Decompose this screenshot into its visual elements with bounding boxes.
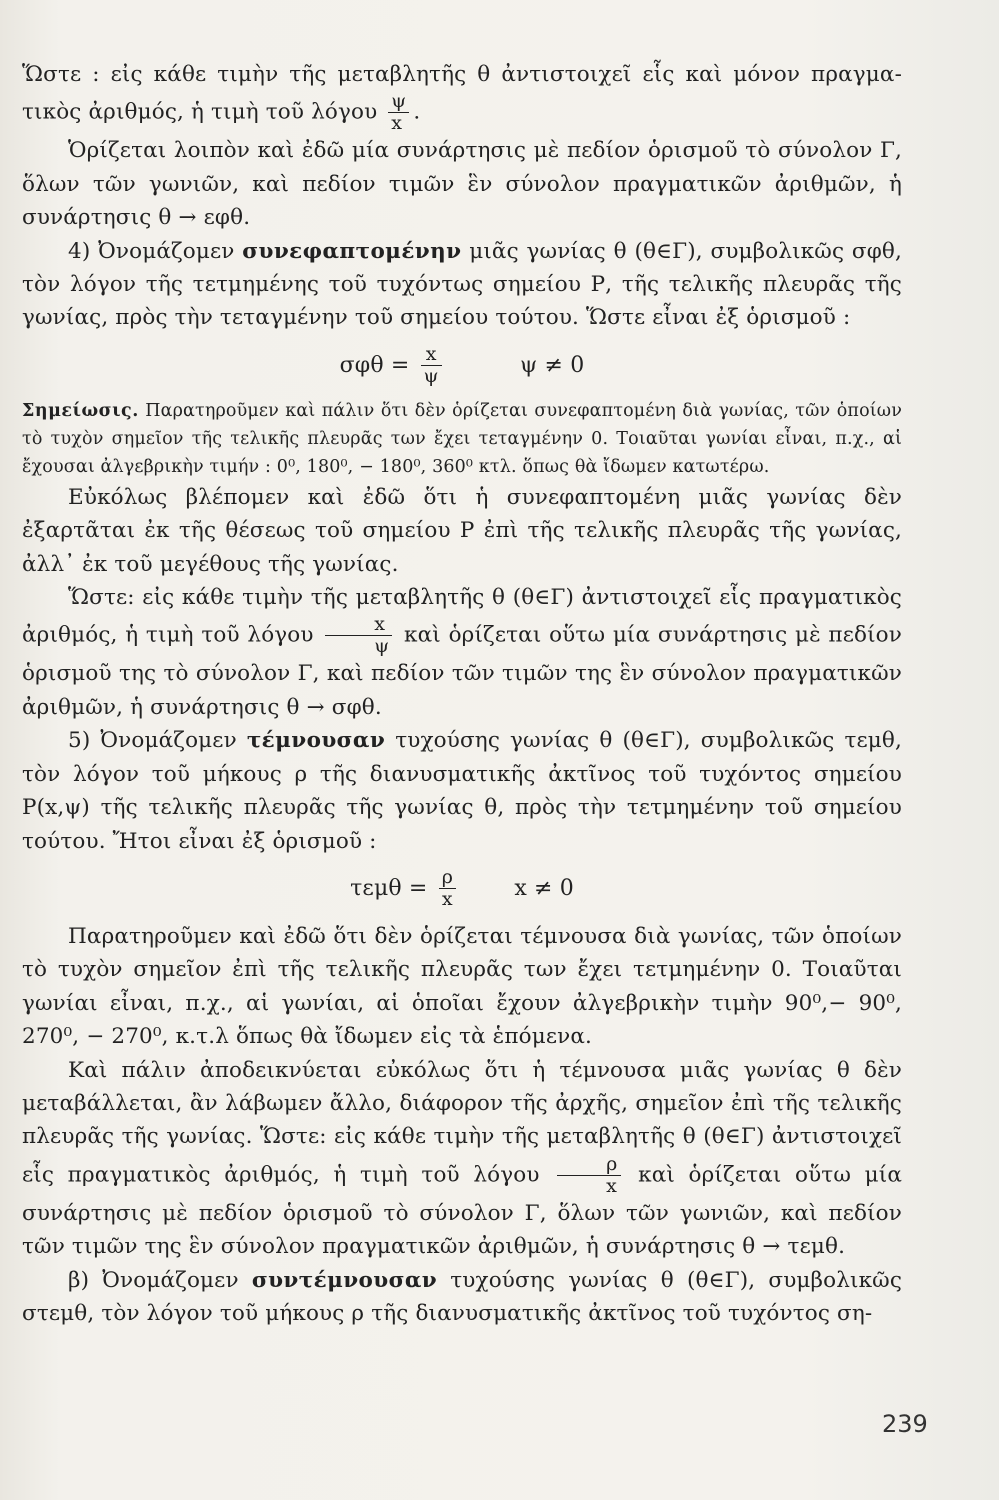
text-run: καὶ ὁρίζεται οὕτω μία συνάρτησις μὲ πεδίον ὁρισμοῦ της τὸ σύνολον Γ, καὶ πεδίον τῶν τιμῶν της ἓν σύνολον πραγματικῶν ἀριθμῶν, ἡ συνάρτησις θ → σφθ. — [22, 622, 902, 720]
fraction-numerator: ρ — [557, 1154, 620, 1176]
fraction-numerator: x — [325, 614, 392, 636]
defined-term: τέμνουσαν — [246, 728, 386, 754]
paragraph — [22, 581, 902, 724]
fraction-numerator: x — [421, 344, 442, 366]
paragraph — [22, 724, 902, 858]
fraction-numerator: ρ — [439, 867, 456, 889]
paragraph — [22, 235, 902, 335]
fraction-denominator: x — [441, 888, 453, 911]
paragraph: Εὐκόλως βλέπομεν καὶ ἐδῶ ὅτι ἡ συνεφαπτομένη μιᾶς γωνίας δὲν ἐξαρτᾶται ἐκ τῆς θέσεως τοῦ σημείου Ρ ἐπὶ τῆς τελικῆς πλευρᾶς τῆς γωνίας, ἀλλ᾽ ἐκ τοῦ μεγέθους τῆς γωνίας. — [22, 484, 902, 577]
note-text: Παρατηροῦμεν καὶ πάλιν ὅτι δὲν ὁρίζεται συνεφαπτομένη διὰ γωνίας, τῶν ὁποίων τὸ τυχὸν σημεῖον τῆς τελικῆς πλευρᾶς των ἔχει τεταγμένην 0. Τοιαῦται γωνίαι εἶναι, π.χ., αἱ ἔχουσαι ἀλγεβρικὴν τιμήν : 0⁰, 180⁰, − 180⁰, 360⁰ κτλ. ὅπως θὰ ἴδωμεν κατωτέρω. — [22, 400, 902, 477]
defined-term: συντέμνουσαν — [251, 1267, 438, 1293]
text-run: β) Ὀνομάζομεν — [68, 1267, 239, 1293]
text-run: καὶ ὁρίζεται οὕτω μία συνάρτησις μὲ πεδίον ὁρισμοῦ τὸ σύνολον Γ, ὅλων τῶν γωνιῶν, καὶ πεδίον τῶν τιμῶν της ἓν σύνολον πραγματικῶν ἀριθμῶν, ἡ συνάρτησις θ → τεμθ. — [22, 1162, 903, 1260]
fraction — [421, 344, 442, 387]
paragraph — [22, 1264, 902, 1331]
equation-lhs: τεμθ = — [350, 875, 428, 901]
text-run: Ὥστε: εἰς κάθε τιμὴν τῆς μεταβλητῆς θ (θ∈Γ) ἀντιστοιχεῖ εἷς πραγματικὸς ἀριθμός, ἡ τιμὴ τοῦ λόγου — [22, 585, 902, 648]
paragraph — [22, 1054, 902, 1264]
fraction-denominator: x — [606, 1174, 618, 1197]
equation-lhs: σφθ = — [339, 352, 410, 378]
fraction — [439, 867, 456, 910]
fraction-denominator: ψ — [374, 635, 390, 658]
text-line: τικὸς ἀριθμός, ἡ τιμὴ τοῦ λόγου — [22, 99, 378, 125]
text-run: τυχούσης γωνίας θ (θ∈Γ), συμβολικῶς στεμθ, τὸν λόγον τοῦ μήκους ρ τῆς διανυσματικῆς ἀκτῖνος τοῦ τυχόντος ση- — [22, 1267, 903, 1326]
fraction — [388, 91, 409, 134]
fraction-denominator: ψ — [423, 365, 439, 388]
text-column — [22, 58, 902, 1330]
paragraph — [22, 58, 902, 134]
text-run: μιᾶς γωνίας θ (θ∈Γ), συμβολικῶς σφθ, τὸν λόγον τῆς τετμημένης τοῦ τυχόντως σημείου Ρ, τῆς τελικῆς πλευρᾶς τῆς γωνίας, πρὸς τὴν τεταγμένην τοῦ σημείου τούτου. Ὥστε εἶναι ἐξ ὁρισμοῦ : — [22, 238, 903, 331]
fraction-denominator: x — [391, 112, 403, 135]
defined-term: συνεφαπτομένην — [242, 238, 462, 264]
punctuation: . — [413, 99, 421, 125]
equation-cotangent — [22, 341, 902, 391]
page-number: 239 — [882, 1410, 928, 1438]
note-heading: Σημείωσις. — [22, 400, 139, 421]
fraction-numerator: ψ — [388, 91, 409, 113]
text-run: 4) Ὀνομάζομεν — [68, 238, 235, 264]
fraction — [325, 614, 392, 657]
text-run: Καὶ πάλιν ἀποδεικνύεται εὐκόλως ὅτι ἡ τέμνουσα μιᾶς γωνίας θ δὲν μεταβάλλεται, ἂν λάβωμεν ἄλλο, διάφορον τῆς ἀρχῆς, σημεῖον ἐπὶ τῆς τελικῆς πλευρᾶς τῆς γωνίας. Ὥστε: εἰς κάθε τιμὴν τῆς μεταβλητῆς θ (θ∈Γ) ἀντιστοιχεῖ εἷς πραγματικὸς ἀριθμός, ἡ τιμὴ τοῦ λόγου — [22, 1057, 902, 1188]
equation-condition: x ≠ 0 — [514, 875, 574, 901]
note-paragraph — [22, 397, 902, 481]
paragraph: Ὁρίζεται λοιπὸν καὶ ἐδῶ μία συνάρτησις μὲ πεδίον ὁρισμοῦ τὸ σύνολον Γ, ὅλων τῶν γωνιῶν, καὶ πεδίον τιμῶν ἓν σύνολον πραγματικῶν ἀριθμῶν, ἡ συνάρτησις θ → εφθ. — [22, 138, 902, 231]
equation-condition: ψ ≠ 0 — [519, 352, 585, 378]
fraction — [557, 1154, 620, 1197]
equation-secant — [22, 864, 902, 914]
text-run: τυχούσης γωνίας θ (θ∈Γ), συμβολικῶς τεμθ, τὸν λόγον τοῦ μήκους ρ τῆς διανυσματικῆς ἀκτῖνος τοῦ τυχόντος σημείου Ρ(x,ψ) τῆς τελικῆς πλευρᾶς τῆς γωνίας θ, πρὸς τὴν τετμημένην τοῦ σημείου τούτου. Ἤτοι εἶναι ἐξ ὁρισμοῦ : — [22, 728, 902, 854]
text-line: Ὥστε : εἰς κάθε τιμὴν τῆς μεταβλητῆς θ ἀντιστοιχεῖ εἷς καὶ μόνον πραγμα- — [22, 62, 902, 87]
text-run: 5) Ὀνομάζομεν — [68, 728, 237, 754]
paragraph: Παρατηροῦμεν καὶ ἐδῶ ὅτι δὲν ὁρίζεται τέμνουσα διὰ γωνίας, τῶν ὁποίων τὸ τυχὸν σημεῖον ἐπὶ τῆς τελικῆς πλευρᾶς των ἔχει τετμημένην 0. Τοιαῦται γωνίαι εἶναι, π.χ., αἱ γωνίαι, αἱ ὁποῖαι ἔχουν ἀλγεβρικὴν τιμὴν 90⁰,− 90⁰, 270⁰, − 270⁰, κ.τ.λ ὅπως θὰ ἴδωμεν εἰς τὰ ἑπόμενα. — [22, 923, 902, 1050]
